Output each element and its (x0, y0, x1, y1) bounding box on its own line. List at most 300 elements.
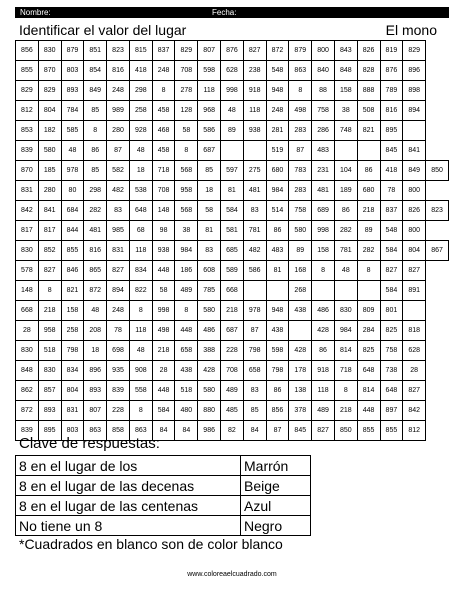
grid-cell: 87 (266, 421, 289, 441)
grid-cell: 428 (312, 321, 335, 341)
grid-cell: 863 (84, 421, 107, 441)
grid-cell: 821 (61, 281, 84, 301)
grid-cell: 86 (357, 161, 380, 181)
grid-cell: 853 (16, 121, 39, 141)
grid-row (16, 241, 449, 261)
grid-cell: 879 (289, 41, 312, 61)
grid-cell: 428 (289, 341, 312, 361)
grid-cell: 894 (403, 101, 426, 121)
grid-cell: 148 (16, 281, 39, 301)
grid-cell: 82 (221, 421, 244, 441)
grid-cell: 825 (357, 341, 380, 361)
grid-cell: 800 (312, 41, 335, 61)
grid-cell: 85 (243, 401, 266, 421)
grid-cell: 928 (129, 121, 152, 141)
grid-cell: 231 (312, 161, 335, 181)
key-condition: 8 en el lugar de los (16, 456, 241, 476)
grid-cell: 448 (357, 401, 380, 421)
grid-cell: 78 (107, 321, 130, 341)
grid-cell: 81 (221, 181, 244, 201)
name-label: Nombre: (20, 8, 51, 17)
grid-cell: 282 (357, 241, 380, 261)
grid-cell: 584 (221, 201, 244, 221)
grid-cell: 870 (38, 61, 61, 81)
grid-cell: 895 (38, 421, 61, 441)
grid-row (16, 101, 449, 121)
grid-cell: 118 (198, 81, 221, 101)
grid-cell: 827 (380, 261, 403, 281)
grid-cell (312, 281, 335, 301)
grid-cell: 687 (221, 321, 244, 341)
grid-cell: 589 (221, 261, 244, 281)
grid-cell: 168 (289, 261, 312, 281)
answer-key-row (16, 516, 311, 536)
grid-cell: 86 (266, 221, 289, 241)
grid-cell: 858 (107, 421, 130, 441)
grid-cell: 938 (243, 121, 266, 141)
grid-cell: 839 (16, 141, 39, 161)
grid-cell: 84 (175, 421, 198, 441)
grid-cell: 486 (312, 301, 335, 321)
grid-cell: 989 (107, 101, 130, 121)
grid-cell: 48 (334, 261, 357, 281)
grid-cell: 812 (403, 421, 426, 441)
grid-cell: 898 (403, 81, 426, 101)
grid-cell: 876 (380, 61, 403, 81)
grid-cell: 718 (334, 361, 357, 381)
grid-cell: 258 (61, 321, 84, 341)
grid-cell: 986 (198, 421, 221, 441)
grid-cell: 89 (357, 221, 380, 241)
grid-cell: 8 (289, 81, 312, 101)
grid-cell: 458 (152, 101, 175, 121)
grid-cell: 804 (403, 241, 426, 261)
grid-cell: 489 (175, 281, 198, 301)
grid-cell: 78 (380, 181, 403, 201)
grid-cell: 280 (107, 121, 130, 141)
grid-cell: 281 (266, 121, 289, 141)
grid-cell: 83 (107, 201, 130, 221)
grid-cell: 608 (198, 261, 221, 281)
grid-cell: 558 (129, 381, 152, 401)
grid-cell: 85 (198, 161, 221, 181)
grid-cell: 448 (152, 261, 175, 281)
grid-cell: 998 (152, 301, 175, 321)
grid-cell: 819 (380, 41, 403, 61)
grid-cell: 118 (243, 101, 266, 121)
grid-cell: 228 (107, 401, 130, 421)
grid-cell: 668 (221, 281, 244, 301)
grid-cell: 984 (334, 321, 357, 341)
grid-row (16, 261, 449, 281)
grid-row (16, 201, 449, 221)
grid-cell: 628 (403, 341, 426, 361)
grid-cell: 816 (84, 241, 107, 261)
grid-cell: 958 (38, 321, 61, 341)
grid-cell: 228 (221, 341, 244, 361)
grid-cell: 438 (289, 301, 312, 321)
grid-cell: 584 (152, 401, 175, 421)
grid-cell: 830 (334, 301, 357, 321)
grid-cell: 118 (129, 321, 152, 341)
number-grid (15, 40, 449, 441)
grid-cell: 807 (84, 401, 107, 421)
grid-cell: 28 (403, 361, 426, 381)
grid-cell: 218 (357, 201, 380, 221)
grid-cell: 891 (403, 281, 426, 301)
grid-cell: 8 (129, 301, 152, 321)
grid-cell: 283 (289, 181, 312, 201)
grid-cell: 283 (289, 121, 312, 141)
key-color: Azul (241, 496, 311, 516)
grid-cell: 876 (221, 41, 244, 61)
grid-cell: 658 (175, 341, 198, 361)
grid-cell (334, 141, 357, 161)
grid-cell: 985 (107, 221, 130, 241)
grid-cell: 827 (107, 261, 130, 281)
grid-cell: 829 (403, 41, 426, 61)
grid-cell: 80 (61, 181, 84, 201)
grid-cell: 758 (289, 201, 312, 221)
grid-cell: 844 (61, 221, 84, 241)
key-condition: 8 en el lugar de las centenas (16, 496, 241, 516)
grid-cell: 872 (84, 281, 107, 301)
grid-cell: 128 (175, 101, 198, 121)
grid-cell: 178 (289, 361, 312, 381)
grid-cell: 817 (38, 221, 61, 241)
grid-cell: 248 (266, 101, 289, 121)
header-bar (15, 7, 449, 18)
grid-cell: 842 (403, 401, 426, 421)
grid-cell: 489 (312, 401, 335, 421)
grid-cell: 48 (84, 301, 107, 321)
grid-cell: 418 (380, 161, 403, 181)
grid-cell: 483 (266, 241, 289, 261)
grid-cell: 580 (38, 141, 61, 161)
grid-cell: 286 (312, 121, 335, 141)
grid-cell: 86 (312, 341, 335, 361)
grid-cell: 275 (243, 161, 266, 181)
grid-cell: 28 (152, 361, 175, 381)
grid-cell: 801 (380, 301, 403, 321)
grid-cell (289, 321, 312, 341)
grid-cell: 830 (16, 341, 39, 361)
grid-cell: 48 (129, 141, 152, 161)
grid-cell: 482 (243, 241, 266, 261)
grid-cell: 935 (107, 361, 130, 381)
grid-cell: 418 (129, 61, 152, 81)
grid-cell: 789 (380, 81, 403, 101)
grid-cell: 548 (380, 221, 403, 241)
grid-cell: 855 (380, 421, 403, 441)
grid-cell: 519 (266, 141, 289, 161)
grid-cell: 84 (152, 421, 175, 441)
answer-key-row (16, 496, 311, 516)
grid-cell: 938 (152, 241, 175, 261)
grid-cell: 88 (312, 81, 335, 101)
grid-cell: 863 (289, 61, 312, 81)
grid-cell: 518 (175, 381, 198, 401)
grid-cell: 18 (198, 181, 221, 201)
grid-cell: 807 (198, 41, 221, 61)
grid-cell: 825 (380, 321, 403, 341)
grid-cell: 486 (198, 321, 221, 341)
grid-row (16, 121, 449, 141)
grid-cell: 870 (16, 161, 39, 181)
grid-cell: 863 (129, 421, 152, 441)
grid-cell: 8 (84, 121, 107, 141)
grid-cell: 978 (61, 161, 84, 181)
grid-cell: 498 (152, 321, 175, 341)
grid-cell: 848 (334, 61, 357, 81)
grid-cell: 87 (289, 141, 312, 161)
grid-cell: 708 (221, 361, 244, 381)
grid-cell: 648 (129, 201, 152, 221)
key-condition: No tiene un 8 (16, 516, 241, 536)
grid-cell: 827 (312, 421, 335, 441)
grid-cell: 668 (16, 301, 39, 321)
grid-row (16, 141, 449, 161)
grid-cell: 8 (175, 141, 198, 161)
grid-row (16, 321, 449, 341)
grid-cell: 8 (175, 301, 198, 321)
grid-cell: 89 (289, 241, 312, 261)
worksheet-subtitle: El mono (385, 22, 437, 38)
grid-cell: 483 (312, 141, 335, 161)
grid-cell: 984 (175, 241, 198, 261)
grid-cell: 218 (221, 301, 244, 321)
grid-cell: 821 (357, 121, 380, 141)
grid-cell: 897 (380, 401, 403, 421)
grid-row (16, 341, 449, 361)
grid-cell: 514 (266, 201, 289, 221)
grid-cell: 48 (221, 101, 244, 121)
grid-cell: 855 (61, 241, 84, 261)
grid-row (16, 301, 449, 321)
grid-cell: 781 (334, 241, 357, 261)
grid-cell: 597 (221, 161, 244, 181)
grid-cell: 8 (334, 381, 357, 401)
grid-cell: 837 (152, 41, 175, 61)
grid-cell: 28 (16, 321, 39, 341)
key-condition: 8 en el lugar de las decenas (16, 476, 241, 496)
grid-cell: 85 (84, 161, 107, 181)
grid-row (16, 41, 449, 61)
grid-cell: 851 (84, 41, 107, 61)
grid-cell: 850 (334, 421, 357, 441)
grid-cell: 849 (84, 81, 107, 101)
grid-cell: 248 (107, 81, 130, 101)
grid-cell: 816 (380, 101, 403, 121)
grid-cell: 823 (426, 201, 449, 221)
grid-cell: 784 (61, 101, 84, 121)
grid-cell: 850 (426, 161, 449, 181)
grid-cell: 948 (266, 81, 289, 101)
grid-cell: 680 (357, 181, 380, 201)
grid-cell: 138 (289, 381, 312, 401)
grid-cell: 834 (61, 361, 84, 381)
grid-cell: 208 (84, 321, 107, 341)
answer-key-table (15, 455, 311, 536)
grid-cell: 185 (38, 161, 61, 181)
grid-cell: 893 (38, 401, 61, 421)
grid-cell: 829 (38, 81, 61, 101)
grid-cell: 837 (380, 201, 403, 221)
grid-cell: 8 (152, 81, 175, 101)
grid-cell: 839 (107, 381, 130, 401)
grid-cell: 218 (38, 301, 61, 321)
grid-cell: 481 (84, 221, 107, 241)
grid-cell: 258 (129, 101, 152, 121)
grid-cell: 598 (198, 61, 221, 81)
grid-cell: 182 (38, 121, 61, 141)
grid-cell (334, 281, 357, 301)
grid-cell: 481 (243, 181, 266, 201)
grid-cell: 684 (61, 201, 84, 221)
grid-cell: 580 (289, 221, 312, 241)
grid-cell: 830 (38, 361, 61, 381)
grid-cell: 428 (198, 361, 221, 381)
grid-cell: 998 (312, 221, 335, 241)
grid-cell: 83 (243, 201, 266, 221)
grid-cell: 827 (403, 381, 426, 401)
title-row (15, 21, 449, 39)
grid-cell: 918 (312, 361, 335, 381)
grid-cell: 803 (61, 421, 84, 441)
grid-cell: 842 (16, 201, 39, 221)
grid-cell: 582 (107, 161, 130, 181)
grid-cell: 86 (334, 201, 357, 221)
grid-cell: 856 (16, 41, 39, 61)
grid-cell: 489 (221, 381, 244, 401)
grid-cell: 648 (380, 381, 403, 401)
grid-cell (243, 281, 266, 301)
grid-cell: 758 (380, 341, 403, 361)
grid-cell: 248 (107, 301, 130, 321)
grid-cell: 689 (312, 201, 335, 221)
grid-cell: 58 (175, 121, 198, 141)
key-color: Beige (241, 476, 311, 496)
grid-cell (403, 121, 426, 141)
grid-cell: 845 (380, 141, 403, 161)
grid-cell: 839 (16, 421, 39, 441)
grid-cell: 896 (84, 361, 107, 381)
grid-cell: 798 (266, 361, 289, 381)
grid-cell: 148 (152, 201, 175, 221)
grid-cell: 718 (152, 161, 175, 181)
grid-cell: 578 (16, 261, 39, 281)
grid-cell: 867 (426, 241, 449, 261)
grid-cell: 845 (289, 421, 312, 441)
date-label: Fecha: (212, 8, 237, 17)
grid-cell: 829 (16, 81, 39, 101)
grid-cell (243, 141, 266, 161)
grid-cell: 438 (175, 361, 198, 381)
grid-cell: 856 (266, 401, 289, 421)
grid-cell: 581 (221, 221, 244, 241)
grid-cell: 58 (198, 201, 221, 221)
grid-row (16, 221, 449, 241)
grid-cell: 38 (334, 101, 357, 121)
grid-cell: 648 (357, 361, 380, 381)
grid-cell: 218 (334, 401, 357, 421)
grid-cell (403, 301, 426, 321)
grid-cell: 798 (243, 341, 266, 361)
grid-row (16, 81, 449, 101)
grid-cell: 158 (61, 301, 84, 321)
grid-row (16, 181, 449, 201)
grid-cell: 87 (243, 321, 266, 341)
grid-cell: 812 (16, 101, 39, 121)
grid-cell: 828 (357, 61, 380, 81)
grid-cell: 865 (84, 261, 107, 281)
grid-cell: 87 (107, 141, 130, 161)
key-color: Negro (241, 516, 311, 536)
grid-cell: 855 (16, 61, 39, 81)
grid-cell: 83 (198, 241, 221, 261)
grid-cell: 687 (198, 141, 221, 161)
grid-cell: 8 (38, 281, 61, 301)
grid-cell: 880 (198, 401, 221, 421)
grid-cell: 86 (266, 381, 289, 401)
grid-cell: 862 (16, 381, 39, 401)
grid-cell: 8 (312, 261, 335, 281)
grid-cell: 968 (198, 101, 221, 121)
grid-cell: 698 (107, 341, 130, 361)
grid-cell: 895 (380, 121, 403, 141)
grid-cell: 568 (175, 161, 198, 181)
grid-cell: 48 (61, 141, 84, 161)
grid-cell: 854 (84, 61, 107, 81)
grid-row (16, 61, 449, 81)
footer-website: www.coloreaelcuadrado.com (187, 571, 277, 578)
grid-cell: 438 (266, 321, 289, 341)
grid-cell: 278 (175, 81, 198, 101)
grid-row (16, 161, 449, 181)
grid-cell: 826 (403, 201, 426, 221)
grid-cell: 827 (403, 261, 426, 281)
grid-cell: 818 (403, 321, 426, 341)
grid-cell: 826 (357, 41, 380, 61)
grid-cell: 855 (357, 421, 380, 441)
grid-cell: 738 (380, 361, 403, 381)
grid-cell: 830 (38, 41, 61, 61)
grid-cell: 628 (221, 61, 244, 81)
grid-cell: 978 (243, 301, 266, 321)
grid-cell: 781 (243, 221, 266, 241)
grid-cell: 282 (334, 221, 357, 241)
answer-key-row (16, 476, 311, 496)
grid-cell: 298 (84, 181, 107, 201)
grid-cell: 849 (403, 161, 426, 181)
grid-cell: 948 (266, 301, 289, 321)
grid-cell: 894 (107, 281, 130, 301)
grid-cell: 585 (61, 121, 84, 141)
grid-cell: 598 (266, 341, 289, 361)
grid-cell: 268 (289, 281, 312, 301)
grid-cell (357, 141, 380, 161)
grid-cell: 89 (221, 121, 244, 141)
grid-cell: 238 (243, 61, 266, 81)
grid-cell: 872 (16, 401, 39, 421)
grid-cell: 708 (152, 181, 175, 201)
grid-row (16, 401, 449, 421)
grid-cell: 83 (243, 381, 266, 401)
grid-cell: 280 (38, 181, 61, 201)
grid-cell: 18 (129, 161, 152, 181)
grid-cell (266, 281, 289, 301)
grid-cell: 896 (403, 61, 426, 81)
